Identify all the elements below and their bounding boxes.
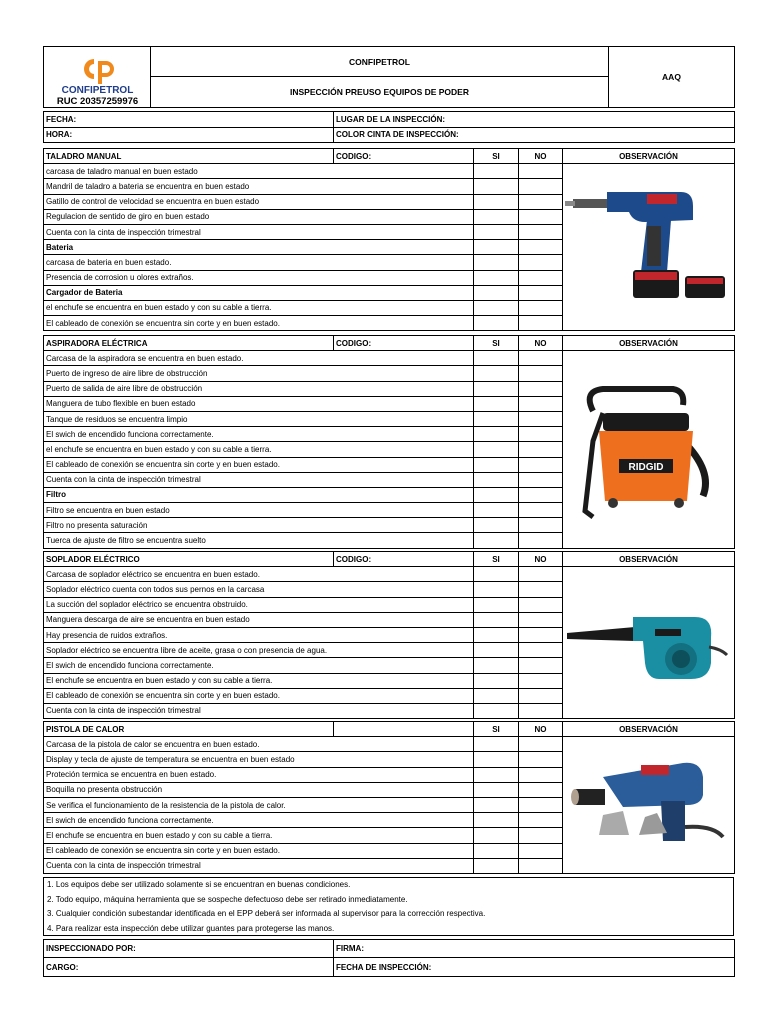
- no-checkbox[interactable]: [519, 673, 563, 688]
- no-checkbox[interactable]: [519, 643, 563, 658]
- checklist-item: Filtro: [44, 487, 474, 502]
- si-checkbox[interactable]: [474, 316, 519, 331]
- note-item: 1. Los equipos debe ser utilizado solamente si se encuentran en buenas condiciones.: [47, 880, 351, 889]
- fecha-inspeccion-field[interactable]: FECHA DE INSPECCIÓN:: [334, 958, 735, 977]
- si-checkbox[interactable]: [474, 858, 519, 873]
- no-checkbox[interactable]: [519, 813, 563, 828]
- checklist-item: El cableado de conexión se encuentra sin corte y en buen estado.: [44, 688, 474, 703]
- checklist-item: Cargador de Bateria: [44, 285, 474, 300]
- checklist-item: Display y tecla de ajuste de temperatura se encuentra en buen estado: [44, 752, 474, 767]
- no-checkbox[interactable]: [519, 427, 563, 442]
- no-checkbox[interactable]: [519, 487, 563, 502]
- si-checkbox[interactable]: [474, 567, 519, 582]
- observacion-header: OBSERVACIÓN: [563, 552, 735, 567]
- logo-text: CONFIPETROL: [61, 85, 134, 96]
- observacion-header: OBSERVACIÓN: [563, 722, 735, 737]
- note-item: 3. Cualquier condición subestandar identificada en el EPP deberá ser informada al supervisor para la corrección respectiva.: [47, 909, 486, 918]
- blower-icon: [563, 567, 735, 703]
- codigo-header: CODIGO:: [334, 336, 474, 351]
- pistola-observation-cell[interactable]: [563, 737, 735, 874]
- soplador-observation-cell[interactable]: [563, 567, 735, 719]
- si-checkbox[interactable]: [474, 396, 519, 411]
- aspiradora-observation-cell[interactable]: [563, 351, 735, 548]
- si-checkbox[interactable]: [474, 472, 519, 487]
- no-checkbox[interactable]: [519, 411, 563, 426]
- no-checkbox[interactable]: [519, 752, 563, 767]
- checklist-item: El enchufe se encuentra en buen estado y con su cable a tierra.: [44, 828, 474, 843]
- no-checkbox[interactable]: [519, 518, 563, 533]
- section-title: PISTOLA DE CALOR: [44, 722, 334, 737]
- codigo-header: [334, 722, 474, 737]
- si-checkbox[interactable]: [474, 828, 519, 843]
- si-header: SI: [474, 336, 519, 351]
- si-checkbox[interactable]: [474, 843, 519, 858]
- footer-table: [43, 939, 735, 977]
- no-checkbox[interactable]: [519, 209, 563, 224]
- no-checkbox[interactable]: [519, 858, 563, 873]
- no-checkbox[interactable]: [519, 164, 563, 179]
- no-checkbox[interactable]: [519, 270, 563, 285]
- checklist-row: [44, 567, 735, 582]
- checklist-item: Carcasa de soplador eléctrico se encuentra en buen estado.: [44, 567, 474, 582]
- checklist-item: Tanque de residuos se encuentra limpio: [44, 411, 474, 426]
- codigo-header: CODIGO:: [334, 149, 474, 164]
- checklist-item: Manguera de tubo flexible en buen estado: [44, 396, 474, 411]
- si-checkbox[interactable]: [474, 487, 519, 502]
- no-checkbox[interactable]: [519, 240, 563, 255]
- no-checkbox[interactable]: [519, 612, 563, 627]
- checklist-item: carcasa de taladro manual en buen estado: [44, 164, 474, 179]
- checklist-item: Gatillo de control de velocidad se encuentra en buen estado: [44, 194, 474, 209]
- checklist-item: Manguera descarga de aire se encuentra en buen estado: [44, 612, 474, 627]
- checklist-row: [44, 737, 735, 752]
- hora-field[interactable]: HORA:: [44, 127, 334, 143]
- si-checkbox[interactable]: [474, 351, 519, 366]
- checklist-row: [44, 164, 735, 179]
- no-checkbox[interactable]: [519, 457, 563, 472]
- vacuum-icon: [563, 351, 735, 547]
- section-title: ASPIRADORA ELÉCTRICA: [44, 336, 334, 351]
- checklist-item: Regulacion de sentido de giro en buen estado: [44, 209, 474, 224]
- no-checkbox[interactable]: [519, 316, 563, 331]
- si-checkbox[interactable]: [474, 164, 519, 179]
- si-checkbox[interactable]: [474, 240, 519, 255]
- observacion-header: OBSERVACIÓN: [563, 336, 735, 351]
- no-checkbox[interactable]: [519, 843, 563, 858]
- si-checkbox[interactable]: [474, 703, 519, 718]
- si-checkbox[interactable]: [474, 503, 519, 518]
- checklist-item: Cuenta con la cinta de inspección trimestral: [44, 858, 474, 873]
- color-cinta-field[interactable]: COLOR CINTA DE INSPECCIÓN:: [334, 127, 735, 143]
- si-header: SI: [474, 722, 519, 737]
- section-header-row: [44, 552, 735, 567]
- notes-box: [43, 877, 734, 936]
- observacion-header: OBSERVACIÓN: [563, 149, 735, 164]
- no-checkbox[interactable]: [519, 255, 563, 270]
- checklist-item: La succión del soplador eléctrico se encuentra obstruido.: [44, 597, 474, 612]
- si-header: SI: [474, 552, 519, 567]
- checklist-item: El swich de encendido funciona correctamente.: [44, 658, 474, 673]
- section-soplador: [43, 551, 735, 719]
- si-checkbox[interactable]: [474, 643, 519, 658]
- checklist-item: Soplador eléctrico se encuentra libre de aceite, grasa o con presencia de agua.: [44, 643, 474, 658]
- si-checkbox[interactable]: [474, 442, 519, 457]
- si-checkbox[interactable]: [474, 179, 519, 194]
- document-code: AAQ: [609, 47, 735, 108]
- checklist-item: El swich de encendido funciona correctamente.: [44, 427, 474, 442]
- no-checkbox[interactable]: [519, 767, 563, 782]
- no-checkbox[interactable]: [519, 737, 563, 752]
- ruc-text: RUC 20357259976: [56, 96, 139, 107]
- checklist-item: Puerto de salida de aire libre de obstrucción: [44, 381, 474, 396]
- si-checkbox[interactable]: [474, 194, 519, 209]
- no-checkbox[interactable]: [519, 396, 563, 411]
- logo-cell: [44, 47, 151, 108]
- si-checkbox[interactable]: [474, 300, 519, 315]
- no-checkbox[interactable]: [519, 366, 563, 381]
- section-title: SOPLADOR ELÉCTRICO: [44, 552, 334, 567]
- no-checkbox[interactable]: [519, 797, 563, 812]
- checklist-item: Presencia de corrosion u olores extraños.: [44, 270, 474, 285]
- no-checkbox[interactable]: [519, 703, 563, 718]
- checklist-item: El enchufe se encuentra en buen estado y con su cable a tierra.: [44, 673, 474, 688]
- no-checkbox[interactable]: [519, 627, 563, 642]
- checklist-item: Cuenta con la cinta de inspección trimestral: [44, 472, 474, 487]
- no-checkbox[interactable]: [519, 194, 563, 209]
- no-checkbox[interactable]: [519, 179, 563, 194]
- cargo-field[interactable]: CARGO:: [44, 958, 334, 977]
- no-checkbox[interactable]: [519, 582, 563, 597]
- checklist-item: Soplador eléctrico cuenta con todos sus pernos en la carcasa: [44, 582, 474, 597]
- checklist-item: Puerto de ingreso de aire libre de obstrucción: [44, 366, 474, 381]
- si-checkbox[interactable]: [474, 457, 519, 472]
- no-checkbox[interactable]: [519, 533, 563, 548]
- no-checkbox[interactable]: [519, 567, 563, 582]
- checklist-item: Hay presencia de ruidos extraños.: [44, 627, 474, 642]
- si-checkbox[interactable]: [474, 782, 519, 797]
- section-title: TALADRO MANUAL: [44, 149, 334, 164]
- checklist-item: el enchufe se encuentra en buen estado y con su cable a tierra.: [44, 300, 474, 315]
- section-aspiradora: [43, 335, 735, 549]
- note-item: 2. Todo equipo, máquina herramienta que se sospeche defectuoso debe ser retirado inmediatamente.: [47, 894, 408, 904]
- section-pistola: [43, 721, 735, 874]
- no-checkbox[interactable]: [519, 351, 563, 366]
- no-checkbox[interactable]: [519, 381, 563, 396]
- si-checkbox[interactable]: [474, 224, 519, 239]
- no-checkbox[interactable]: [519, 658, 563, 673]
- si-checkbox[interactable]: [474, 797, 519, 812]
- si-checkbox[interactable]: [474, 285, 519, 300]
- svg-text:RIDGID: RIDGID: [628, 462, 664, 474]
- checklist-item: Tuerca de ajuste de filtro se encuentra suelto: [44, 533, 474, 548]
- si-checkbox[interactable]: [474, 366, 519, 381]
- codigo-header: CODIGO:: [334, 552, 474, 567]
- si-checkbox[interactable]: [474, 411, 519, 426]
- si-checkbox[interactable]: [474, 209, 519, 224]
- section-header-row: [44, 149, 735, 164]
- no-header: NO: [519, 149, 563, 164]
- checklist-item: El cableado de conexión se encuentra sin corte y en buen estado.: [44, 457, 474, 472]
- si-checkbox[interactable]: [474, 627, 519, 642]
- checklist-item: Filtro se encuentra en buen estado: [44, 503, 474, 518]
- si-checkbox[interactable]: [474, 533, 519, 548]
- no-checkbox[interactable]: [519, 224, 563, 239]
- si-checkbox[interactable]: [474, 688, 519, 703]
- si-checkbox[interactable]: [474, 658, 519, 673]
- si-checkbox[interactable]: [474, 673, 519, 688]
- inspeccionado-field[interactable]: INSPECCIONADO POR:: [44, 940, 334, 958]
- document-title: INSPECCIÓN PREUSO EQUIPOS DE PODER: [151, 77, 609, 108]
- checklist-item: Filtro no presenta saturación: [44, 518, 474, 533]
- checklist-item: El swich de encendido funciona correctamente.: [44, 813, 474, 828]
- no-header: NO: [519, 722, 563, 737]
- si-checkbox[interactable]: [474, 255, 519, 270]
- fecha-field[interactable]: FECHA:: [44, 112, 334, 128]
- no-checkbox[interactable]: [519, 442, 563, 457]
- lugar-field[interactable]: LUGAR DE LA INSPECCIÓN:: [334, 112, 735, 128]
- checklist-item: carcasa de bateria en buen estado.: [44, 255, 474, 270]
- no-header: NO: [519, 336, 563, 351]
- checklist-item: Proteción termica se encuentra en buen estado.: [44, 767, 474, 782]
- info-table: [43, 111, 735, 143]
- checklist-item: Carcasa de la aspiradora se encuentra en buen estado.: [44, 351, 474, 366]
- no-checkbox[interactable]: [519, 503, 563, 518]
- checklist-item: Carcasa de la pistola de calor se encuentra en buen estado.: [44, 737, 474, 752]
- no-checkbox[interactable]: [519, 828, 563, 843]
- si-checkbox[interactable]: [474, 427, 519, 442]
- note-item: 4. Para realizar esta inspección debe utilizar guantes para protegerse las manos.: [47, 923, 335, 933]
- si-checkbox[interactable]: [474, 270, 519, 285]
- checklist-row: [44, 351, 735, 366]
- section-header-row: [44, 336, 735, 351]
- checklist-item: Se verifica el funcionamiento de la resistencia de la pistola de calor.: [44, 797, 474, 812]
- checklist-item: Cuenta con la cinta de inspección trimestral: [44, 224, 474, 239]
- section-header-row: [44, 722, 735, 737]
- section-taladro: [43, 148, 735, 331]
- taladro-observation-cell[interactable]: [563, 164, 735, 331]
- no-header: NO: [519, 552, 563, 567]
- no-checkbox[interactable]: [519, 597, 563, 612]
- confipetrol-logo-icon: [80, 57, 120, 85]
- checklist-item: el enchufe se encuentra en buen estado y con su cable a tierra.: [44, 442, 474, 457]
- si-checkbox[interactable]: [474, 612, 519, 627]
- drill-icon: [563, 164, 735, 314]
- si-checkbox[interactable]: [474, 737, 519, 752]
- si-checkbox[interactable]: [474, 582, 519, 597]
- no-checkbox[interactable]: [519, 688, 563, 703]
- company-name: CONFIPETROL: [151, 47, 609, 77]
- si-checkbox[interactable]: [474, 597, 519, 612]
- no-checkbox[interactable]: [519, 285, 563, 300]
- checklist-item: Bateria: [44, 240, 474, 255]
- no-checkbox[interactable]: [519, 782, 563, 797]
- no-checkbox[interactable]: [519, 300, 563, 315]
- si-checkbox[interactable]: [474, 767, 519, 782]
- checklist-item: Cuenta con la cinta de inspección trimestral: [44, 703, 474, 718]
- firma-field[interactable]: FIRMA:: [334, 940, 735, 958]
- si-checkbox[interactable]: [474, 381, 519, 396]
- checklist-item: El cableado de conexión se encuentra sin corte y en buen estado.: [44, 316, 474, 331]
- heat-gun-icon: [563, 737, 735, 858]
- si-checkbox[interactable]: [474, 813, 519, 828]
- no-checkbox[interactable]: [519, 472, 563, 487]
- si-header: SI: [474, 149, 519, 164]
- checklist-item: El cableado de conexión se encuentra sin corte y en buen estado.: [44, 843, 474, 858]
- header-table: [43, 46, 735, 108]
- si-checkbox[interactable]: [474, 518, 519, 533]
- checklist-item: Boquilla no presenta obstrucción: [44, 782, 474, 797]
- si-checkbox[interactable]: [474, 752, 519, 767]
- checklist-item: Mandril de taladro a bateria se encuentra en buen estado: [44, 179, 474, 194]
